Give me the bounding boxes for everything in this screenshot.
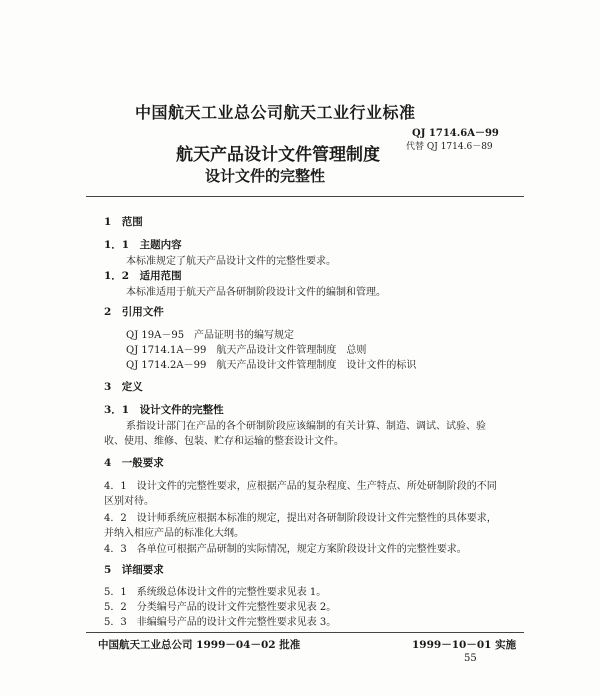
section-1-2-text: 本标准适用于航天产品各研制阶段设计文件的编制和管理。 <box>126 287 386 298</box>
reference-3: QJ 1714.2A－99 航天产品设计文件管理制度 设计文件的标识 <box>126 360 417 371</box>
replaces-code: 代替 QJ 1714.6－89 <box>406 142 493 152</box>
section-5-3-text: 5．3 非编编号产品的设计文件完整性要求见表 3。 <box>104 617 337 628</box>
document-subtitle: 设计文件的完整性 <box>205 167 326 185</box>
section-5-1-text: 5．1 系统级总体设计文件的完整性要求见表 1。 <box>104 587 327 598</box>
reference-1: QJ 19A－95 产品证明书的编写规定 <box>126 330 295 341</box>
section-1-heading: 1 范围 <box>104 216 143 228</box>
section-3-heading: 3 定义 <box>104 381 143 393</box>
section-2-heading: 2 引用文件 <box>104 306 164 318</box>
reference-2: QJ 1714.1A－99 航天产品设计文件管理制度 总则 <box>126 345 367 356</box>
section-4-heading: 4 一般要求 <box>104 457 164 469</box>
document-title: 航天产品设计文件管理制度 <box>176 145 380 165</box>
section-4-1-line2: 区别对待。 <box>104 496 154 507</box>
section-1-1-heading: 1．1 主题内容 <box>104 239 182 251</box>
section-4-3-text: 4．3 各单位可根据产品研制的实际情况，规定方案阶段设计文件的完整性要求。 <box>104 544 467 555</box>
header-divider <box>86 196 524 197</box>
section-1-1-text: 本标准规定了航天产品设计文件的完整性要求。 <box>126 256 336 267</box>
page-number: 55 <box>464 653 477 664</box>
implementation-date: 1999－10－01 实施 <box>412 639 517 651</box>
section-3-1-heading: 3．1 设计文件的完整性 <box>104 404 224 416</box>
standard-code: QJ 1714.6A－99 <box>412 128 499 139</box>
section-1-2-heading: 1．2 适用范围 <box>104 270 182 282</box>
section-5-2-text: 5．2 分类编号产品的设计文件完整性要求见表 2。 <box>104 602 337 613</box>
section-4-2-line2: 并纳入相应产品的标准化大纲。 <box>104 528 244 539</box>
approval-date: 中国航天工业总公司 1999－04－02 批准 <box>98 639 301 651</box>
footer-divider <box>86 632 524 633</box>
section-4-2-line1: 4．2 设计师系统应根据本标准的规定，提出对各研制阶段设计文件完整性的具体要求， <box>104 513 497 524</box>
section-3-1-text-line2: 收、使用、维修、包装、贮存和运输的整套设计文件。 <box>104 436 344 447</box>
issuing-organization: 中国航天工业总公司航天工业行业标准 <box>135 103 416 122</box>
section-3-1-text-line1: 系指设计部门在产品的各个研制阶段应该编制的有关计算、制造、调试、试验、验 <box>126 421 486 432</box>
section-5-heading: 5 详细要求 <box>104 564 164 576</box>
section-4-1-line1: 4．1 设计文件的完整性要求，应根据产品的复杂程度、生产特点、所处研制阶段的不同 <box>104 481 497 492</box>
